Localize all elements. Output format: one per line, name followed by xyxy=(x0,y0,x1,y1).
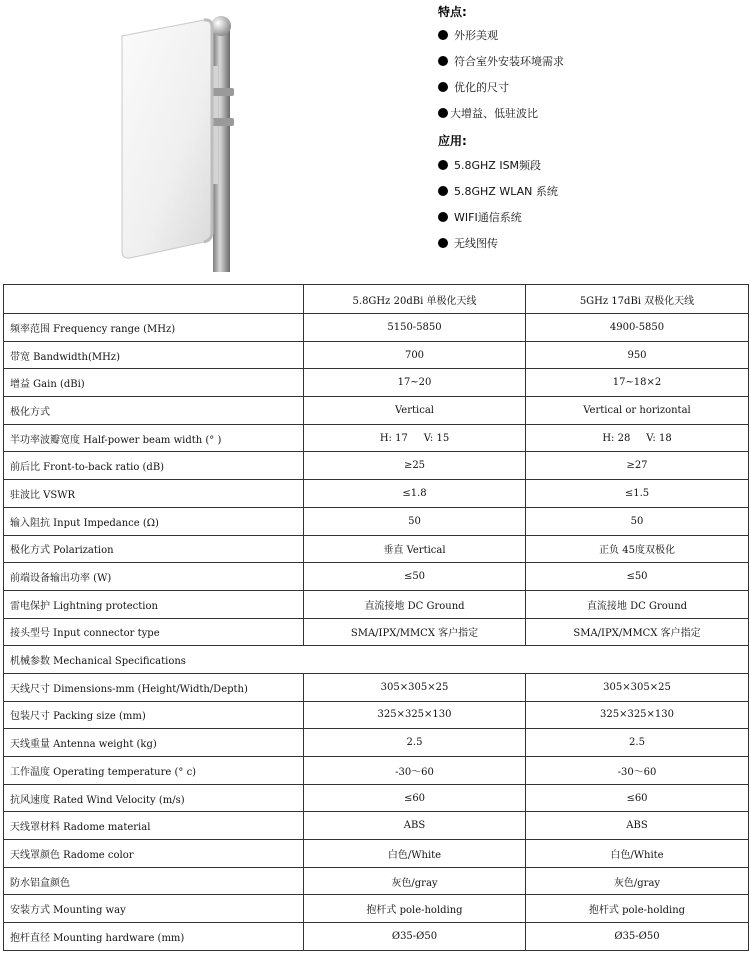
row-label: 天线尺寸 Dimensions-mm (Height/Width/Depth) xyxy=(4,673,304,701)
value-a: H: 17 V: 15 xyxy=(304,424,526,452)
value-a: 2.5 xyxy=(304,729,526,757)
bullet-icon xyxy=(438,108,448,118)
table-row xyxy=(4,867,749,895)
value-b: 抱杆式 pole-holding xyxy=(526,895,749,923)
value-b: 17~18×2 xyxy=(526,369,749,397)
value-b: 白色/White xyxy=(526,840,749,868)
bullet-icon xyxy=(438,160,448,170)
table-row xyxy=(4,452,749,480)
row-label: 输入阻抗 Input Impedance (Ω) xyxy=(4,507,304,535)
application-item: 无线图传 xyxy=(438,235,498,251)
antenna-photo xyxy=(100,0,300,272)
feature-item: 大增益、低驻波比 xyxy=(438,105,538,121)
row-label: 工作温度 Operating temperature (° c) xyxy=(4,757,304,785)
value-b: ≥27 xyxy=(526,452,749,480)
value-a: 305×305×25 xyxy=(304,673,526,701)
table-row xyxy=(4,701,749,729)
row-label: 抗风速度 Rated Wind Velocity (m/s) xyxy=(4,784,304,812)
table-row xyxy=(4,535,749,563)
value-a: ≥25 xyxy=(304,452,526,480)
table-row xyxy=(4,397,749,425)
value-b: -30～60 xyxy=(526,757,749,785)
header-cell-model-b: 5GHz 17dBi 双极化天线 xyxy=(526,285,749,314)
value-a: -30～60 xyxy=(304,757,526,785)
bullet-icon xyxy=(438,82,448,92)
section-row xyxy=(4,646,749,674)
table-row xyxy=(4,341,749,369)
bullet-icon xyxy=(438,212,448,222)
value-a: 直流接地 DC Ground xyxy=(304,590,526,618)
bullet-icon xyxy=(438,30,448,40)
row-label: 接头型号 Input connector type xyxy=(4,618,304,646)
value-b: 直流接地 DC Ground xyxy=(526,590,749,618)
value-a: 5150-5850 xyxy=(304,314,526,342)
row-label: 前端设备输出功率 (W) xyxy=(4,563,304,591)
table-row xyxy=(4,590,749,618)
value-a: ≤50 xyxy=(304,563,526,591)
table-row xyxy=(4,812,749,840)
value-b: 正负 45度双极化 xyxy=(526,535,749,563)
row-label: 抱杆直径 Mounting hardware (mm) xyxy=(4,923,304,951)
value-b: 305×305×25 xyxy=(526,673,749,701)
value-b: 50 xyxy=(526,507,749,535)
value-b: ≤60 xyxy=(526,784,749,812)
table-row xyxy=(4,314,749,342)
application-item: 5.8GHZ WLAN 系统 xyxy=(438,183,558,199)
table-row xyxy=(4,729,749,757)
row-label: 极化方式 Polarization xyxy=(4,535,304,563)
row-label: 半功率波瓣宽度 Half-power beam width (° ) xyxy=(4,424,304,452)
table-row xyxy=(4,673,749,701)
header-cell-model-a: 5.8GHz 20dBi 单极化天线 xyxy=(304,285,526,314)
value-b: SMA/IPX/MMCX 客户指定 xyxy=(526,618,749,646)
table-row xyxy=(4,507,749,535)
value-a: 325×325×130 xyxy=(304,701,526,729)
table-row xyxy=(4,784,749,812)
value-a: 700 xyxy=(304,341,526,369)
value-b: 灰色/gray xyxy=(526,867,749,895)
row-label: 频率范围 Frequency range (MHz) xyxy=(4,314,304,342)
value-a: 17~20 xyxy=(304,369,526,397)
row-label: 天线罩材料 Radome material xyxy=(4,812,304,840)
value-b: Ø35-Ø50 xyxy=(526,923,749,951)
value-b: 325×325×130 xyxy=(526,701,749,729)
mechanical-section-title: 机械参数 Mechanical Specifications xyxy=(4,646,749,674)
row-label: 前后比 Front-to-back ratio (dB) xyxy=(4,452,304,480)
row-label: 天线重量 Antenna weight (kg) xyxy=(4,729,304,757)
row-label: 雷电保护 Lightning protection xyxy=(4,590,304,618)
value-a: ≤60 xyxy=(304,784,526,812)
table-row xyxy=(4,424,749,452)
value-b: 2.5 xyxy=(526,729,749,757)
table-row xyxy=(4,895,749,923)
value-a: Ø35-Ø50 xyxy=(304,923,526,951)
value-b: 950 xyxy=(526,341,749,369)
value-a: Vertical xyxy=(304,397,526,425)
value-a: 白色/White xyxy=(304,840,526,868)
value-b: ≤50 xyxy=(526,563,749,591)
table-row xyxy=(4,563,749,591)
table-row xyxy=(4,369,749,397)
feature-item: 符合室外安装环境需求 xyxy=(438,53,564,69)
table-row xyxy=(4,618,749,646)
row-label: 天线罩颜色 Radome color xyxy=(4,840,304,868)
table-row xyxy=(4,480,749,508)
value-a: 垂直 Vertical xyxy=(304,535,526,563)
table-row xyxy=(4,757,749,785)
value-a: 50 xyxy=(304,507,526,535)
value-b: 4900-5850 xyxy=(526,314,749,342)
value-a: ABS xyxy=(304,812,526,840)
value-b: ABS xyxy=(526,812,749,840)
features-title: 特点: xyxy=(438,5,467,19)
value-b: ≤1.5 xyxy=(526,480,749,508)
application-item: WIFI通信系统 xyxy=(438,209,522,225)
row-label: 增益 Gain (dBi) xyxy=(4,369,304,397)
row-label: 包装尺寸 Packing size (mm) xyxy=(4,701,304,729)
feature-item: 优化的尺寸 xyxy=(438,79,509,95)
row-label: 防水铝盒颜色 xyxy=(4,867,304,895)
row-label: 极化方式 xyxy=(4,397,304,425)
value-a: ≤1.8 xyxy=(304,480,526,508)
spec-table xyxy=(3,284,749,951)
value-b: Vertical or horizontal xyxy=(526,397,749,425)
bullet-icon xyxy=(438,186,448,196)
table-row xyxy=(4,923,749,951)
bullet-icon xyxy=(438,238,448,248)
header-cell-empty xyxy=(4,285,304,314)
applications-title: 应用: xyxy=(438,134,467,148)
row-label: 安装方式 Mounting way xyxy=(4,895,304,923)
table-header-row xyxy=(4,285,749,314)
feature-item: 外形美观 xyxy=(438,27,498,43)
value-a: 灰色/gray xyxy=(304,867,526,895)
value-b: H: 28 V: 18 xyxy=(526,424,749,452)
row-label: 驻波比 VSWR xyxy=(4,480,304,508)
value-a: 抱杆式 pole-holding xyxy=(304,895,526,923)
bullet-icon xyxy=(438,56,448,66)
value-a: SMA/IPX/MMCX 客户指定 xyxy=(304,618,526,646)
product-header xyxy=(0,0,750,280)
application-item: 5.8GHZ ISM频段 xyxy=(438,157,541,173)
row-label: 带宽 Bandwidth(MHz) xyxy=(4,341,304,369)
table-row xyxy=(4,840,749,868)
